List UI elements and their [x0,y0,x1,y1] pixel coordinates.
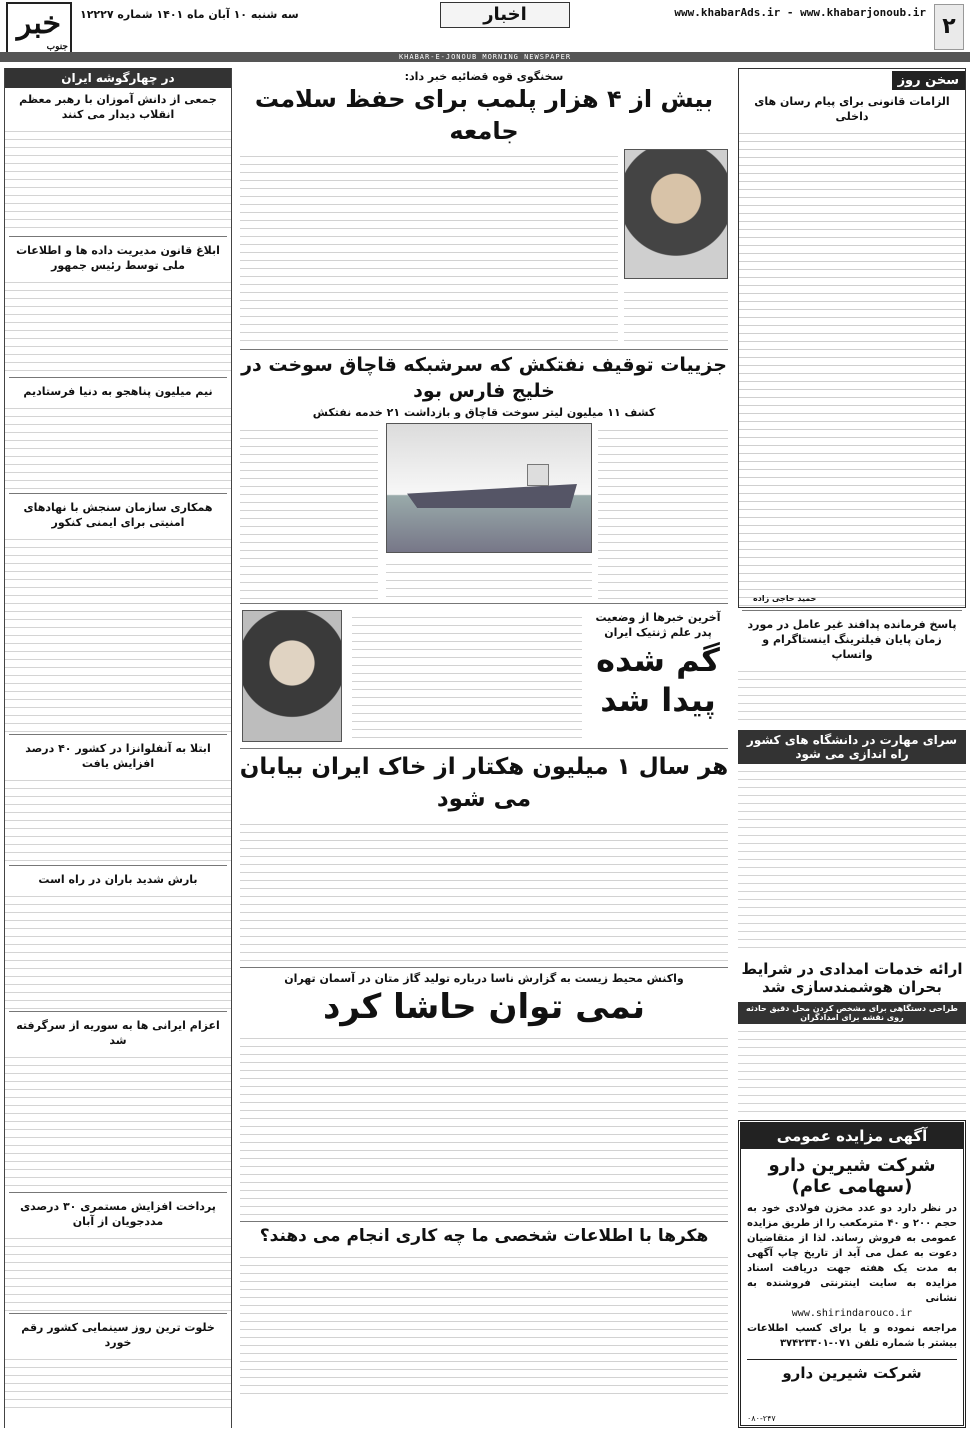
story3-tag-big: گم شده پیدا شد [596,641,720,719]
story2-text-left [240,423,378,599]
news-text [5,532,231,732]
story5-headline: نمی توان حاشا کرد [322,987,646,1027]
main-area [236,68,732,1428]
story6-headline: هکرها با اطلاعات شخصی ما چه کاری انجام می دهند؟ [259,1226,709,1246]
story3-box [236,606,732,746]
section-title: اخبار [440,2,570,28]
item-title: پاسخ فرمانده پدافند غیر عامل در مورد زمان پایان فیلترینگ اینستاگرام و واتساپ [747,618,957,661]
story2-body [236,421,732,601]
newspaper-logo [6,2,72,54]
auction-ad [738,1120,966,1428]
tanker-photo [386,423,592,553]
news-title: نیم میلیون پناهجو به دنیا فرستادیم [23,385,213,398]
news-text [5,889,231,1009]
story1-kicker: سخنگوی قوه قضائیه خبر داد: [404,70,564,83]
page-number: ۲ [934,4,964,50]
editorial-title: الزامات قانونی برای پیام رسان های داخلی [754,95,950,123]
story1-headline: بیش از ۴ هزار پلمب برای حفظ سلامت جامعه [254,85,714,145]
item-title: ارائه خدمات امدادی در شرایط بحران هوشمندسازی شد [741,960,963,996]
story4-text [240,817,728,963]
story3-tag-small: آخرین خبرها از وضعیت پدر علم ژنتیک ایران [595,611,721,639]
ad-heading: آگهی مزایده عمومی [741,1123,963,1149]
ad-contact: مراجعه نموده و یا برای کسب اطلاعات بیشتر با شماره تلفن ۰۷۱-۳۷۴۲۳۳۰۱ [747,1323,957,1349]
news-title: بارش شدید باران در راه است [38,873,198,886]
story4-headline: هر سال ۱ میلیون هکتار از خاک ایران بیابان می شود [239,754,729,812]
item-text [738,764,966,954]
item-title: سرای مهارت در دانشگاه های کشور راه اندازی می شود [738,730,966,764]
news-title: ابلاغ قانون مدیریت داده ها و اطلاعات ملی توسط رئیس جمهور [16,244,220,272]
story6-body [236,1248,732,1398]
ad-signature: شرکت شیرین دارو [747,1359,957,1382]
item-banner: طراحی دستگاهی برای مشخص کردن محل دقیق حادثه روی نقشه برای امدادگران [738,1002,966,1024]
issue-date: سه شنبه ۱۰ آبان ماه ۱۴۰۱ شماره ۱۲۲۲۷ [80,8,299,21]
news-title: پرداخت افزایش مستمری ۳۰ درصدی مددجویان از آبان [20,1200,216,1228]
story1-caption [624,285,728,345]
story2-headline: جزییات توقیف نفتکش که سرشبکه قاچاق سوخت در خلیج فارس بود [241,354,727,402]
story6-text [240,1250,728,1396]
news-title: اعزام ایرانی ها به سوریه از سرگرفته شد [16,1019,220,1047]
logo-subtext: جنوب [46,42,68,52]
news-title: همکاری سازمان سنجش با نهادهای امنیتی برای ایمنی کنکور [23,501,213,529]
left-column [4,68,232,1428]
ad-url[interactable]: www.shirindarouco.ir [791,1308,913,1319]
item-text [738,1024,966,1116]
story3-tag [588,610,728,742]
editorial-text [739,126,965,606]
left-column-heading: در چهارگوشه ایران [5,68,231,88]
story1-body [236,147,732,347]
item-text [738,664,966,724]
news-text [5,124,231,234]
news-text [5,1352,231,1412]
story5-kicker: واکنش محیط زیست به گزارش ناسا درباره تولید گاز متان در آسمان تهران [284,972,684,985]
story1-text [240,149,618,345]
logo-text: خبر [16,6,62,41]
story1-photo [624,149,728,279]
news-text [5,1050,231,1190]
story2-subhead: کشف ۱۱ میلیون لیتر سوخت قاچاق و بازداشت ۲۱ خدمه نفتکش [312,406,656,419]
editorial-box-head: سخن روز [892,71,965,90]
story4-body [236,815,732,965]
editorial-box [738,68,966,608]
site-urls[interactable]: www.khabarAds.ir - www.khabarjonoub.ir [674,6,926,19]
right-column [738,68,966,1116]
ad-body: در نظر دارد دو عدد مخزن فولادی خود به حجم ۲۰۰ و ۴۰ مترمکعب را از طریق مزایده عمومی به فروش رساند. لذا از متقاضیان دعوت به عمل می آید از تاریخ چاپ آگهی به مدت یک هفته جهت دریافت اسناد مزایده به سایت اینترنتی فروشنده به نشانی [747,1203,957,1304]
news-text [5,275,231,375]
scientist-photo [242,610,342,742]
story5-body [236,1029,732,1219]
story3-text [352,610,582,742]
masthead [0,0,970,62]
story2-text-right [598,423,728,599]
ad-code: ۰۸۰-۲۴۷ [747,1414,776,1423]
masthead-band: KHABAR-E-JONOUB MORNING NEWSPAPER [0,52,970,62]
story2-text-bottom [386,557,592,599]
news-text [5,1231,231,1311]
news-title: خلوت ترین روز سینمایی کشور رقم خورد [21,1321,215,1349]
news-title: ابتلا به آنفلوانزا در کشور ۴۰ درصد افزایش یافت [25,742,211,770]
news-text [5,401,231,491]
news-title: جمعی از دانش آموزان با رهبر معظم انقلاب دیدار می کنند [19,93,217,121]
editorial-author: حمید حاجی زاده [753,594,817,603]
story5-text [240,1031,728,1217]
ad-company: شرکت شیرین دارو (سهامی عام) [768,1155,936,1197]
news-text [5,773,231,863]
